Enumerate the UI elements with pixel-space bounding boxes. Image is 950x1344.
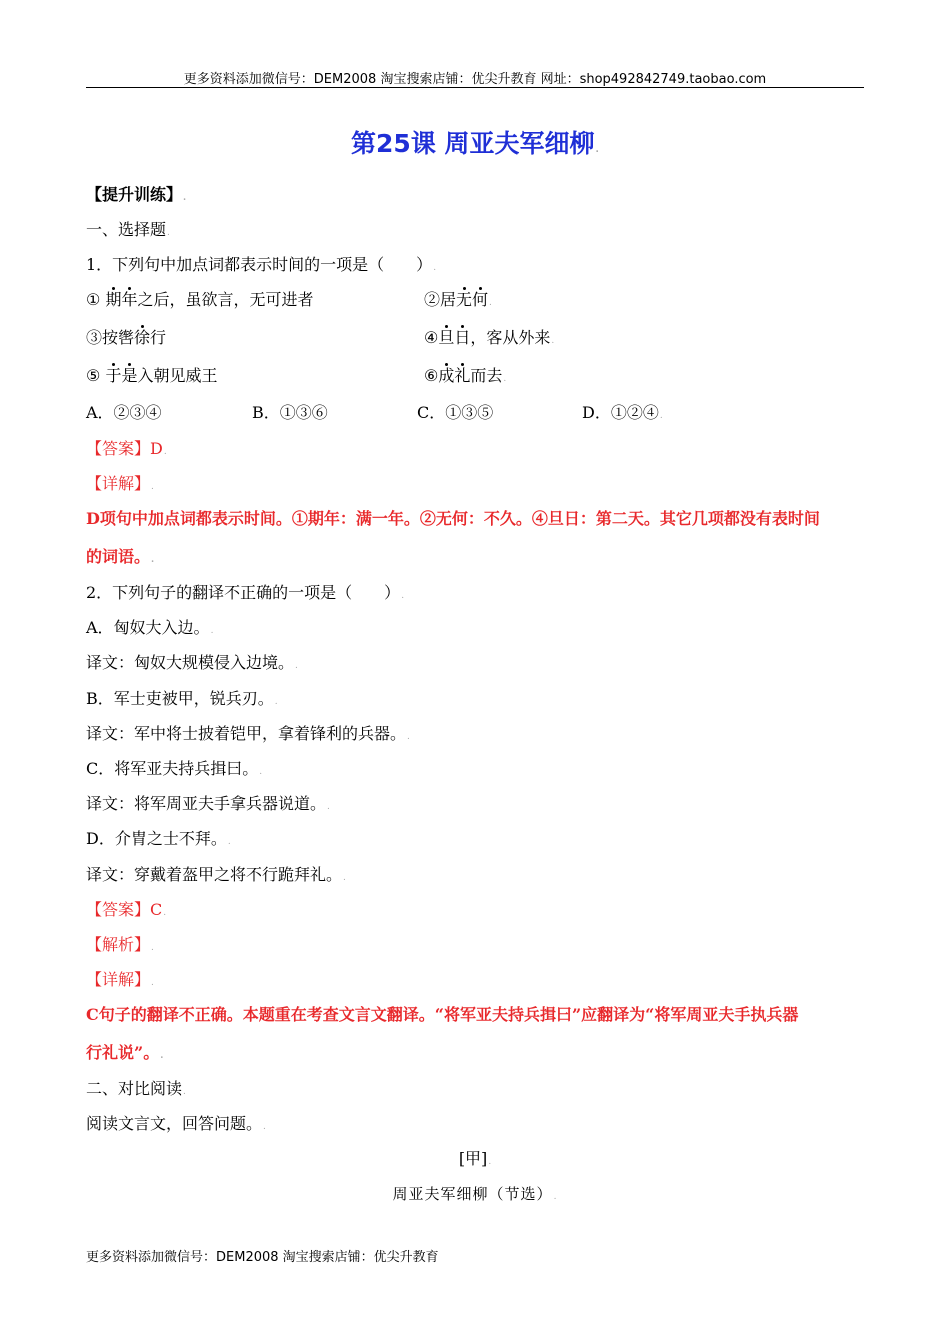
q2-option-d [86,829,231,852]
q1-option-5 [86,366,217,386]
q1-choice-a: A．②③④ [86,403,162,422]
paragraph-mark: . [163,908,167,918]
option-text: 而去 [470,366,503,385]
q1-stem [86,255,436,278]
detail-text: 的词语。 [86,547,151,566]
q2-option-b-translation [86,724,410,747]
paragraph-mark: . [183,193,187,203]
q2-option-a-translation [86,653,298,676]
paragraph-mark: . [433,263,437,273]
q2-option-d-translation [86,865,346,888]
paragraph-mark: . [263,1122,266,1132]
paragraph-mark: . [163,447,167,457]
translation-text: 译文：匈奴大规模侵入边境。 [86,653,295,672]
paragraph-mark: . [151,482,154,492]
dotted-char: 礼 [454,366,471,385]
paragraph-mark: . [183,1087,186,1097]
q2-detail-label [86,970,154,993]
page-footer: 更多资料添加微信号：DEM2008 淘宝搜索店铺：优尖升教育 [86,1250,439,1265]
option-text: B．军士吏被甲，锐兵刃。 [86,689,274,708]
paragraph-mark: . [595,145,599,155]
dotted-word [105,366,137,385]
q2-detail-line-2 [86,1043,163,1066]
dotted-word [456,290,488,309]
q2-option-c [86,759,262,782]
q2-stem [86,583,404,606]
paragraph-mark: . [503,374,507,384]
choice-d-text: D．①②④ [582,403,659,422]
q2-option-c-translation [86,794,330,817]
analysis-label: 【解析】 [86,935,151,954]
dotted-char: 徐 [134,328,151,347]
page-header: 更多资料添加微信号：DEM2008 淘宝搜索店铺：优尖升教育 网址：shop492842749.taobao.com [183,72,767,87]
q1-detail-line-2 [86,547,154,570]
dotted-char: 日 [454,328,471,347]
dotted-char: 年 [121,290,138,309]
q2-stem-text: 2．下列句子的翻译不正确的一项是（ ） [86,583,401,602]
option-number: ① [86,290,101,309]
dotted-char: 何 [472,290,489,309]
q1-answer [86,439,167,462]
section-one-label: 一、选择题 [86,220,167,239]
translation-text: 译文：穿戴着盔甲之将不行跪拜礼。 [86,865,343,884]
answer-label: 【答案】 [86,439,151,458]
q1-option-1 [86,290,313,310]
q2-detail-line-1: C句子的翻译不正确。本题重在考查文言文翻译。“将军亚夫持兵揖曰”应翻译为“将军周亚夫手执兵器 [86,1005,799,1024]
q1-choice-d [582,403,663,426]
paragraph-mark: . [227,837,231,847]
section-tisheng-label: 【提升训练】 [86,185,183,204]
answer-value: C [150,900,163,919]
passage-title-text: 周亚夫军细柳（节选） [392,1185,553,1203]
q1-choice-b: B．①③⑥ [252,403,328,422]
option-text: 行 [150,328,167,347]
paragraph-mark: . [151,943,154,953]
detail-label: 【详解】 [86,970,151,989]
passage-title [86,1184,864,1207]
q2-analysis-label [86,935,154,958]
header-divider [86,87,864,88]
option-text: ，客从外来 [470,328,551,347]
option-number: ⑥ [424,366,439,385]
passage-label-text: [甲] [458,1149,488,1168]
option-text: ②居 [424,290,457,309]
section-one [86,220,170,243]
q2-option-a [86,618,213,641]
paragraph-mark: . [489,298,492,308]
paragraph-mark: . [259,767,263,777]
page-title [86,124,864,160]
paragraph-mark: . [151,555,155,565]
q1-choice-c: C．①③⑤ [417,403,494,422]
paragraph-mark: . [553,1192,558,1202]
dotted-word [105,290,137,309]
option-number: ⑤ [86,366,101,385]
paragraph-mark: . [210,626,214,636]
option-text: ③按辔 [86,328,135,347]
dotted-char: 旦 [438,328,455,347]
q1-detail-label [86,474,154,497]
option-text: D．介胄之士不拜。 [86,829,227,848]
reading-intro [86,1114,266,1137]
q2-option-b [86,689,278,712]
answer-label: 【答案】 [86,900,151,919]
section-two [86,1079,186,1102]
dotted-word [438,366,470,385]
dotted-char: 于 [105,366,122,385]
paragraph-mark: . [407,732,410,742]
paragraph-mark: . [274,697,278,707]
paragraph-mark: . [151,978,154,988]
paragraph-mark: . [659,411,663,421]
q1-detail-line-1: D项句中加点词都表示时间。①期年：满一年。②无何：不久。④旦日：第二天。其它几项都没有表时间 [86,509,820,528]
paragraph-mark: . [551,336,555,346]
dotted-char: 无 [456,290,473,309]
q1-option-2 [424,290,492,313]
option-number: ④ [424,328,439,347]
dotted-char: 期 [105,290,122,309]
option-text: C．将军亚夫持兵揖曰。 [86,759,259,778]
q1-option-3 [86,328,166,348]
dotted-char: 是 [121,366,138,385]
passage-label [86,1149,864,1172]
paragraph-mark: . [488,1157,492,1167]
option-text: 之后，虽欲言，无可进者 [137,290,314,309]
paragraph-mark: . [343,873,346,883]
detail-text: 行礼说”。 [86,1043,160,1062]
option-text: A．匈奴大入边。 [86,618,210,637]
translation-text: 译文：军中将士披着铠甲，拿着锋利的兵器。 [86,724,407,743]
answer-value: D [150,439,163,458]
q1-stem-text: 1．下列句中加点词都表示时间的一项是（ ） [86,255,433,274]
reading-intro-text: 阅读文言文，回答问题。 [86,1114,263,1133]
option-text: 入朝见威王 [137,366,218,385]
paragraph-mark: . [160,1051,164,1061]
paragraph-mark: . [167,228,170,238]
q2-answer [86,900,166,923]
paragraph-mark: . [327,802,330,812]
q1-option-4 [424,328,554,351]
section-two-label: 二、对比阅读 [86,1079,183,1098]
title-text: 第25课 周亚夫军细柳 [351,129,595,158]
dotted-word [438,328,470,347]
paragraph-mark: . [401,591,405,601]
detail-label: 【详解】 [86,474,151,493]
dotted-char: 成 [438,366,455,385]
paragraph-mark: . [295,661,298,671]
q1-option-6 [424,366,506,389]
section-tisheng [86,185,186,208]
translation-text: 译文：将军周亚夫手拿兵器说道。 [86,794,327,813]
